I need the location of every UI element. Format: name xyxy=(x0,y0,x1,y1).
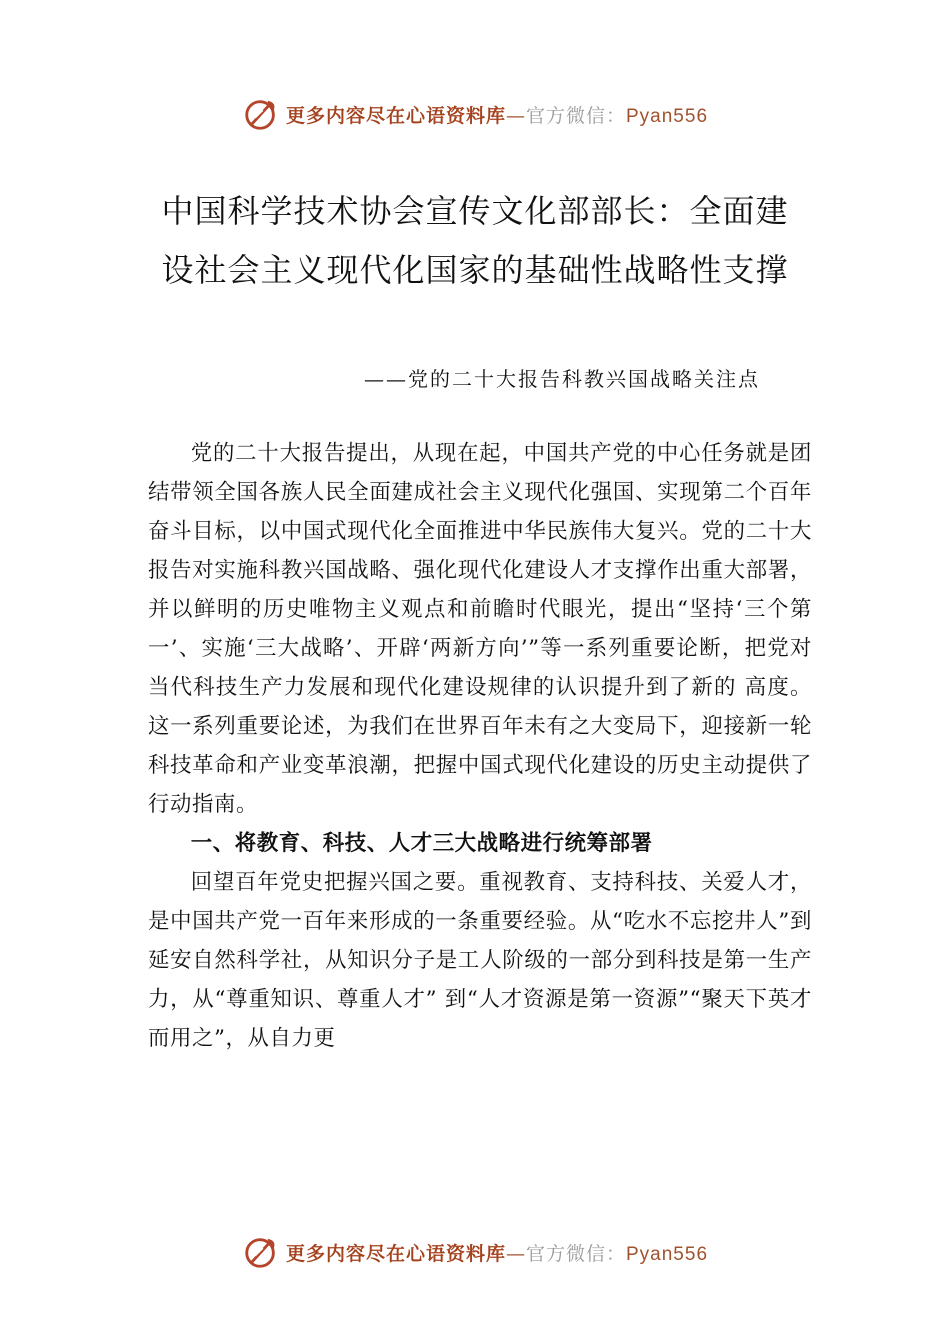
intro-paragraph: 党的二十大报告提出，从现在起，中国共产党的中心任务就是团结带领全国各族人民全面建成社会主义现代化强国、实现第二个百年奋斗目标，以中国式现代化全面推进中华民族伟大复兴。党的二十大报告对实施科教兴国战略、强化现代化建设人才支撑作出重大部署，并以鲜明的历史唯物主义观点和前瞻时代眼光，提出“坚持‘三个第一’、实施‘三大战略’、开辟‘两新方向’”等一系列重要论断，把党对当代科技生产力发展和现代化建设规律的认识提升到了新的 高度。这一系列重要论述，为我们在世界百年未有之大变局下，迎接新一轮科技革命和产业变革浪潮，把握中国式现代化建设的历史主动提供了行动指南。 xyxy=(148,441,812,817)
article-subtitle: ——党的二十大报告科教兴国战略关注点 xyxy=(364,367,760,391)
section-paragraph: 回望百年党史把握兴国之要。重视教育、支持科技、关爱人才，是中国共产党一百年来形成的一条重要经验。从“吃水不忘挖井人”到延安自然科学社，从知识分子是工人阶级的一部分到科技是第一生产力，从“尊重知识、尊重人才” 到“人才资源是第一资源”“聚天下英才而用之”，从自力更 xyxy=(148,870,812,1051)
quill-logo-icon xyxy=(242,95,280,133)
watermark-text xyxy=(286,101,708,128)
watermark-wechat-id: Pyan556 xyxy=(626,105,709,127)
watermark-separator: — xyxy=(505,1242,526,1265)
article-body xyxy=(148,434,812,1058)
watermark-wechat-label: 官方微信： xyxy=(525,1242,626,1265)
watermark-separator: — xyxy=(505,104,526,127)
section-heading: 一、将教育、科技、人才三大战略进行统筹部署 xyxy=(190,831,653,856)
watermark-text xyxy=(286,1239,708,1266)
header-watermark xyxy=(0,92,950,136)
footer-watermark xyxy=(0,1230,950,1274)
quill-logo-icon xyxy=(242,1233,280,1271)
article-title: 中国科学技术协会宣传文化部部长：全面建设社会主义现代化国家的基础性战略性支撑 xyxy=(161,192,789,289)
watermark-wechat-id: Pyan556 xyxy=(626,1243,709,1265)
watermark-brand: 更多内容尽在心语资料库 xyxy=(285,1242,506,1265)
watermark-brand: 更多内容尽在心语资料库 xyxy=(285,104,506,127)
watermark-wechat-label: 官方微信： xyxy=(525,104,626,127)
